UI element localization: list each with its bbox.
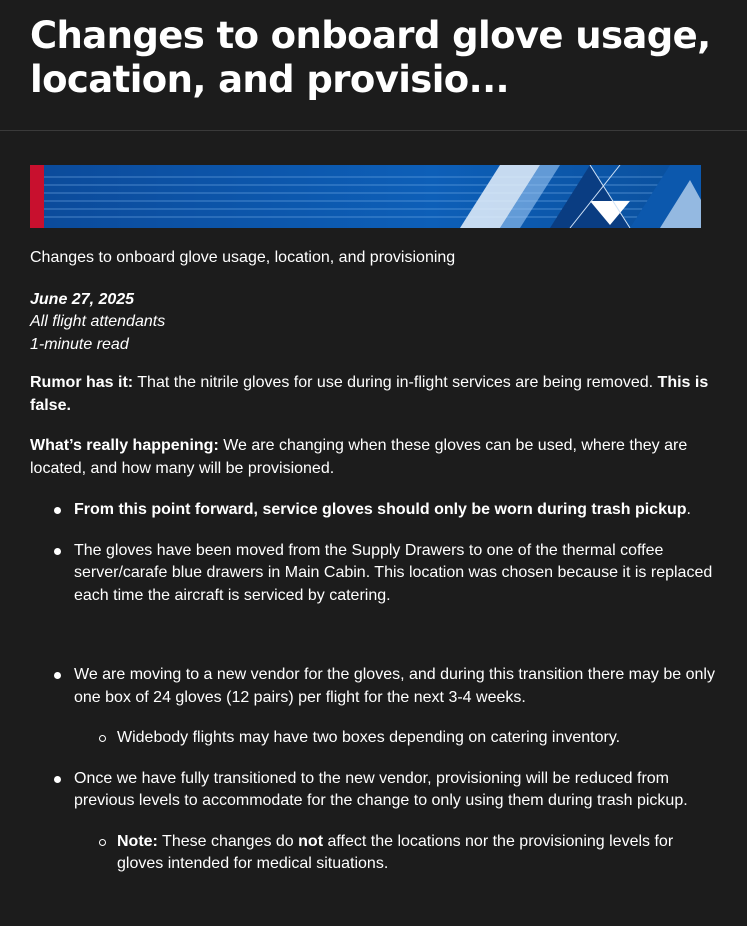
sub-bullet-icon bbox=[99, 839, 106, 846]
list-item bbox=[30, 499, 720, 522]
note-text-2: affect the locations nor the provisioning levels for gloves intended for medical situations. bbox=[117, 832, 674, 872]
page-title: Changes to onboard glove usage, location, and provisio... bbox=[30, 14, 711, 101]
article-body bbox=[30, 165, 720, 876]
whats-happening-label: What’s really happening: bbox=[30, 437, 219, 454]
bullet-icon bbox=[54, 507, 61, 514]
note-label: Note: bbox=[117, 832, 158, 850]
bullet-3-text: We are moving to a new vendor for the gloves, and during this transition there may be only one box of 24 gloves (12 pairs) per flight for the next 3-4 weeks. bbox=[74, 666, 715, 706]
article-audience: All flight attendants bbox=[30, 313, 166, 330]
bullet-1-end: . bbox=[686, 501, 691, 518]
note-text-1: These changes do bbox=[157, 832, 299, 850]
whats-happening-text: We are changing when these gloves can be used, where they are located, and how many will be provisioned. bbox=[30, 437, 688, 477]
sub-list-item bbox=[30, 727, 720, 750]
rumor-paragraph bbox=[30, 372, 720, 417]
rumor-label: Rumor has it: bbox=[30, 374, 134, 391]
list-item bbox=[30, 540, 720, 608]
bullet-list bbox=[30, 499, 720, 876]
rumor-false: This is false. bbox=[30, 374, 709, 414]
header-banner bbox=[30, 165, 701, 228]
bullet-1-bold: From this point forward, service gloves should only be worn during trash pickup bbox=[74, 501, 687, 518]
sub-item-1-text: Widebody flights may have two boxes depending on catering inventory. bbox=[117, 729, 621, 746]
sub-bullet-icon bbox=[99, 735, 106, 742]
title-bar bbox=[0, 0, 747, 131]
bullet-2-text: The gloves have been moved from the Supply Drawers to one of the thermal coffee server/carafe blue drawers in Main Cabin. This location was chosen because it is replaced each time the aircraft is serviced by catering. bbox=[74, 541, 713, 604]
sub-list-item bbox=[30, 831, 720, 876]
article-read-time: 1-minute read bbox=[30, 335, 129, 353]
article-date: June 27, 2025 bbox=[30, 290, 135, 308]
bullet-4-text: Once we have fully transitioned to the new vendor, provisioning will be reduced from previous levels to accommodate for the change to only using them during trash pickup. bbox=[74, 769, 688, 809]
list-item bbox=[30, 664, 720, 709]
bullet-icon bbox=[54, 548, 61, 555]
whats-happening-paragraph bbox=[30, 435, 720, 480]
note-not: not bbox=[298, 832, 324, 850]
bullet-icon bbox=[54, 672, 61, 679]
bullet-icon bbox=[54, 776, 61, 783]
rumor-text: That the nitrile gloves for use during in-flight services are being removed. bbox=[133, 374, 658, 391]
list-item bbox=[30, 768, 720, 813]
article-meta bbox=[30, 289, 720, 357]
article-subject: Changes to onboard glove usage, location, and provisioning bbox=[30, 249, 456, 266]
